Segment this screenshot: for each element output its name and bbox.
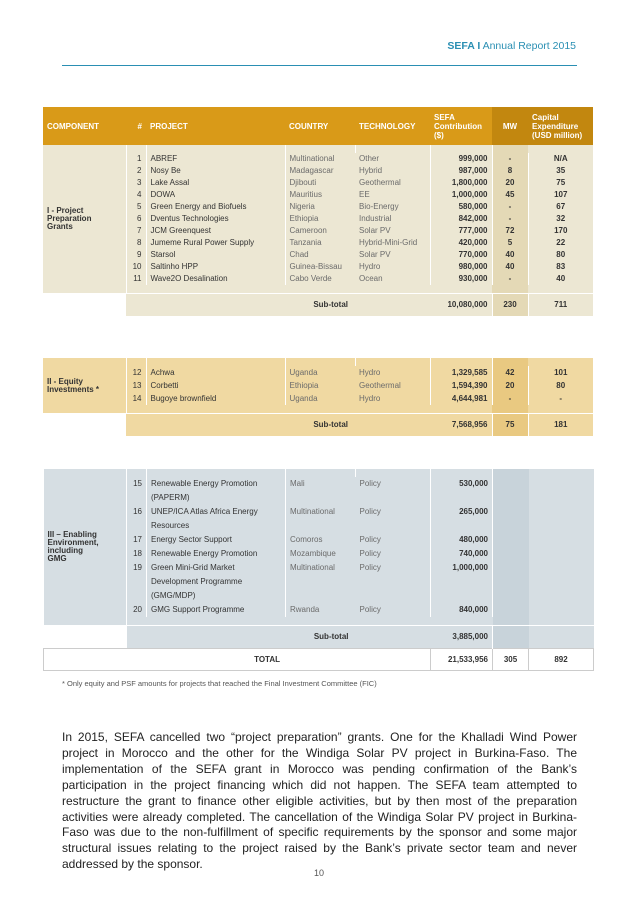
row-capex: 75 [528,177,593,189]
row-mw: - [492,213,528,225]
spacer-cell [430,405,492,414]
spacer-cell [285,285,355,294]
row-project: Jumeme Rural Power Supply [146,237,285,249]
spacer-row [43,285,593,294]
subtotal-capex: 181 [528,414,593,437]
row-number: 13 [126,379,146,392]
row-project: Resources [147,519,286,533]
row-number: 19 [127,561,147,575]
row-capex [529,505,594,519]
component-label-line: I - Project [47,206,84,215]
row-mw: 42 [492,366,528,379]
row-country: Ethiopia [285,379,355,392]
spacer-cell [528,358,593,366]
row-sefa-contribution: 1,800,000 [430,177,492,189]
spacer-cell [146,145,285,153]
row-technology: Solar PV [355,249,430,261]
row-number: 17 [127,533,147,547]
row-capex [529,519,594,533]
row-technology: Industrial [355,213,430,225]
subtotal-sefa: 3,885,000 [431,626,493,649]
header-brand: SEFA I [447,40,481,52]
row-technology: Policy [356,547,431,561]
subtotal-mw [493,626,529,649]
row-sefa-contribution: 777,000 [430,225,492,237]
row-capex [529,589,594,603]
row-project: Dventus Technologies [146,213,285,225]
row-number: 16 [127,505,147,519]
row-sefa-contribution: 999,000 [430,153,492,165]
table-row [43,189,593,201]
row-country: Uganda [285,366,355,379]
spacer-cell [528,285,593,294]
component-label [43,145,126,294]
row-number: 20 [127,603,147,617]
row-mw [493,575,529,589]
row-technology [356,519,431,533]
row-capex: - [528,392,593,405]
row-country: Multinational [286,561,356,575]
row-project: Energy Sector Support [147,533,286,547]
row-capex: N/A [528,153,593,165]
row-project: Saltinho HPP [146,261,285,273]
footnote: * Only equity and PSF amounts for projects that reached the Final Investment Committee (FIC) [62,679,377,688]
spacer-cell [430,358,492,366]
col-num: # [126,107,146,145]
spacer-cell [126,405,146,414]
col-sefa: SEFA Contribution ($) [430,107,492,145]
row-project: Bugoye brownfield [146,392,285,405]
spacer-cell [126,285,146,294]
spacer-cell [285,358,355,366]
row-project: (PAPERM) [147,491,286,505]
row-capex [529,491,594,505]
spacer-cell [286,617,356,626]
body-paragraph: In 2015, SEFA cancelled two “project preparation” grants. One for the Khalladi Wind Power project in Morocco and the other for the Windiga Solar PV project in Burkina-Faso. The implementation of the SEFA grant in Morocco was pending confirmation of the Bank’s participation in the project financing which did not happen. The SEFA team attempted to restructure the grant to finance other eligible activities, but by then most of the preparation activities were already completed. The cancellation of the Windiga Solar PV project in Burkina-Faso was due to the non-fulfillment of specific requirements by the sponsor and some major structural issues relating to the project raised by the Bank’s private sector team and never addressed by the sponsor. [62,730,577,872]
table-row [43,392,593,405]
table-header-row [43,107,593,145]
row-technology: Hydro [355,261,430,273]
row-capex [529,603,594,617]
col-component: COMPONENT [43,107,126,145]
spacer-cell [492,358,528,366]
spacer-cell [127,617,147,626]
spacer-cell [286,469,356,477]
row-mw [493,589,529,603]
subtotal-capex: 711 [528,294,593,317]
row-sefa-contribution: 842,000 [430,213,492,225]
row-technology: Hybrid [355,165,430,177]
subtotal-label: Sub-total [126,294,430,317]
row-project: Starsol [146,249,285,261]
row-technology: Geothermal [355,177,430,189]
row-sefa-contribution [431,519,493,533]
table-equity-investments [43,358,593,436]
row-capex [529,561,594,575]
row-country: Mauritius [285,189,355,201]
table-row [43,177,593,189]
row-number: 2 [126,165,146,177]
row-country: Uganda [285,392,355,405]
row-capex: 107 [528,189,593,201]
row-country [286,575,356,589]
spacer-cell [146,405,285,414]
component-label-line: GMG [47,554,67,563]
row-sefa-contribution: 740,000 [431,547,493,561]
component-label-line: including [47,546,84,555]
row-capex: 83 [528,261,593,273]
row-mw [493,477,529,491]
subtotal-mw: 75 [492,414,528,437]
row-mw: 8 [492,165,528,177]
spacer-cell [355,358,430,366]
row-mw: - [492,273,528,285]
row-project: Lake Assal [146,177,285,189]
col-project: PROJECT [146,107,285,145]
row-mw: 40 [492,261,528,273]
row-mw: - [492,201,528,213]
row-technology: Policy [356,505,431,519]
row-capex [529,477,594,491]
row-technology: Policy [356,533,431,547]
row-sefa-contribution: 580,000 [430,201,492,213]
row-project: DOWA [146,189,285,201]
row-technology: Hydro [355,366,430,379]
table-row [43,261,593,273]
table-row [44,589,594,603]
subtotal-row [43,414,593,437]
row-sefa-contribution: 480,000 [431,533,493,547]
spacer-cell [147,469,286,477]
row-country: Tanzania [285,237,355,249]
row-mw [493,547,529,561]
row-sefa-contribution: 980,000 [430,261,492,273]
header-title: Annual Report 2015 [482,40,576,52]
row-number: 10 [126,261,146,273]
row-sefa-contribution: 840,000 [431,603,493,617]
subtotal-label: Sub-total [126,414,430,437]
row-capex [529,533,594,547]
table-row [43,249,593,261]
spacer-cell [430,145,492,153]
row-sefa-contribution: 265,000 [431,505,493,519]
spacer-row [43,358,593,366]
spacer-cell [285,145,355,153]
row-capex: 67 [528,201,593,213]
spacer-cell [430,285,492,294]
spacer-cell [356,469,431,477]
total-label: TOTAL [44,649,431,671]
row-capex [529,547,594,561]
row-country: Cabo Verde [285,273,355,285]
component-label [44,469,127,626]
row-project: Renewable Energy Promotion [147,477,286,491]
table-row [44,505,594,519]
row-sefa-contribution: 770,000 [430,249,492,261]
row-number [127,589,147,603]
component-label-line: Investments * [47,384,100,394]
row-country: Guinea-Bissau [285,261,355,273]
table-row [43,153,593,165]
component-label-line: III – Enabling [47,530,97,539]
component-label [43,358,126,414]
row-number: 6 [126,213,146,225]
row-number: 12 [126,366,146,379]
row-sefa-contribution: 987,000 [430,165,492,177]
row-country: Multinational [286,505,356,519]
row-number: 14 [126,392,146,405]
row-technology: Policy [356,561,431,575]
component-label-line: Grants [47,222,73,231]
row-sefa-contribution: 1,329,585 [430,366,492,379]
row-sefa-contribution: 1,000,000 [430,189,492,201]
spacer-cell [492,145,528,153]
row-sefa-contribution: 930,000 [430,273,492,285]
row-sefa-contribution: 1,000,000 [431,561,493,575]
subtotal-row [43,294,593,317]
row-sefa-contribution [431,589,493,603]
row-mw: 5 [492,237,528,249]
row-capex: 32 [528,213,593,225]
row-number: 9 [126,249,146,261]
row-country: Madagascar [285,165,355,177]
row-number: 4 [126,189,146,201]
report-header [447,40,576,52]
spacer-cell [529,469,594,477]
row-number [127,575,147,589]
row-sefa-contribution [431,575,493,589]
total-capex: 892 [529,649,594,671]
col-mw: MW [492,107,528,145]
spacer-cell [355,145,430,153]
spacer-cell [528,145,593,153]
row-mw: 45 [492,189,528,201]
subtotal-label: Sub-total [127,626,431,649]
component-label-line: Preparation [47,214,92,223]
spacer-cell [493,469,529,477]
row-number: 15 [127,477,147,491]
row-project: JCM Greenquest [146,225,285,237]
row-technology: Solar PV [355,225,430,237]
row-number: 18 [127,547,147,561]
row-country: Cameroon [285,225,355,237]
table-row [44,491,594,505]
spacer-cell [355,405,430,414]
spacer-row [43,145,593,153]
row-country: Ethiopia [285,213,355,225]
spacer-row [43,405,593,414]
row-project: (GMG/MDP) [147,589,286,603]
subtotal-mw: 230 [492,294,528,317]
col-country: COUNTRY [285,107,355,145]
row-project: ABREF [146,153,285,165]
row-country: Djibouti [285,177,355,189]
total-mw: 305 [493,649,529,671]
row-number: 8 [126,237,146,249]
total-sefa: 21,533,956 [431,649,493,671]
row-country: Mozambique [286,547,356,561]
row-capex: 101 [528,366,593,379]
row-mw [493,533,529,547]
row-project: Achwa [146,366,285,379]
spacer-cell [146,285,285,294]
row-number [127,491,147,505]
row-mw: 20 [492,379,528,392]
spacer-cell [492,285,528,294]
table-row [44,547,594,561]
row-technology: Other [355,153,430,165]
row-technology: Ocean [355,273,430,285]
row-sefa-contribution: 1,594,390 [430,379,492,392]
row-project: Green Mini-Grid Market [147,561,286,575]
table-row [44,561,594,575]
row-project: Nosy Be [146,165,285,177]
table-row [44,603,594,617]
row-project: Corbetti [146,379,285,392]
spacer-cell [529,617,594,626]
spacer-cell [355,285,430,294]
row-mw: 72 [492,225,528,237]
spacer-cell [147,617,286,626]
table-row [44,533,594,547]
subtotal-row [44,626,594,649]
spacer-cell [431,617,493,626]
row-technology: Policy [356,477,431,491]
row-mw [493,603,529,617]
table-row [43,213,593,225]
row-country: Rwanda [286,603,356,617]
row-number: 3 [126,177,146,189]
table-row [43,273,593,285]
row-country [286,491,356,505]
spacer-cell [146,358,285,366]
row-project: GMG Support Programme [147,603,286,617]
row-country [286,589,356,603]
col-technology: TECHNOLOGY [355,107,430,145]
subtotal-sefa: 7,568,956 [430,414,492,437]
spacer-cell [431,469,493,477]
row-country: Chad [285,249,355,261]
table-row [43,237,593,249]
row-mw: 20 [492,177,528,189]
row-capex: 170 [528,225,593,237]
component-label-line: II - Equity [47,376,83,386]
row-technology: Policy [356,603,431,617]
component-label-line: Environment, [47,538,99,547]
row-country: Mali [286,477,356,491]
row-technology: Hydro [355,392,430,405]
table-row [43,379,593,392]
row-capex: 40 [528,273,593,285]
row-project: Green Energy and Biofuels [146,201,285,213]
spacer-cell [493,617,529,626]
row-technology [356,491,431,505]
spacer-cell [285,405,355,414]
row-technology: EE [355,189,430,201]
col-capex: Capital Expenditure (USD million) [528,107,593,145]
row-capex: 22 [528,237,593,249]
row-country [286,519,356,533]
row-capex [529,575,594,589]
row-sefa-contribution: 530,000 [431,477,493,491]
spacer-cell [528,405,593,414]
row-mw [493,519,529,533]
spacer-cell [127,469,147,477]
subtotal-blank [43,294,126,317]
row-sefa-contribution: 420,000 [430,237,492,249]
page-number: 10 [313,868,324,878]
row-project: UNEP/ICA Atlas Africa Energy [147,505,286,519]
table-row [43,225,593,237]
table-project-preparation [43,107,593,316]
row-capex: 80 [528,249,593,261]
spacer-row [44,469,594,477]
row-sefa-contribution [431,491,493,505]
row-mw: - [492,392,528,405]
spacer-cell [356,617,431,626]
row-technology [356,575,431,589]
row-technology: Geothermal [355,379,430,392]
row-mw [493,491,529,505]
subtotal-blank [44,626,127,649]
row-project: Renewable Energy Promotion [147,547,286,561]
row-technology: Bio-Energy [355,201,430,213]
row-mw [493,561,529,575]
row-number [127,519,147,533]
table-row [43,201,593,213]
row-number: 7 [126,225,146,237]
spacer-row [44,617,594,626]
row-mw [493,505,529,519]
row-country: Nigeria [285,201,355,213]
row-technology [356,589,431,603]
spacer-cell [492,405,528,414]
table-row [44,575,594,589]
table-row [43,366,593,379]
total-row [44,649,594,671]
spacer-cell [126,358,146,366]
row-sefa-contribution: 4,644,981 [430,392,492,405]
row-project: Wave2O Desalination [146,273,285,285]
row-project: Development Programme [147,575,286,589]
row-number: 1 [126,153,146,165]
header-rule [62,65,577,66]
table-row [44,519,594,533]
table-row [44,477,594,491]
row-capex: 35 [528,165,593,177]
spacer-cell [126,145,146,153]
row-technology: Hybrid-Mini-Grid [355,237,430,249]
row-capex: 80 [528,379,593,392]
subtotal-blank [43,414,126,437]
row-country: Multinational [285,153,355,165]
subtotal-capex [529,626,594,649]
row-number: 5 [126,201,146,213]
table-enabling-environment [43,469,594,671]
table-row [43,165,593,177]
row-mw: 40 [492,249,528,261]
row-country: Comoros [286,533,356,547]
subtotal-sefa: 10,080,000 [430,294,492,317]
row-number: 11 [126,273,146,285]
row-mw: - [492,153,528,165]
